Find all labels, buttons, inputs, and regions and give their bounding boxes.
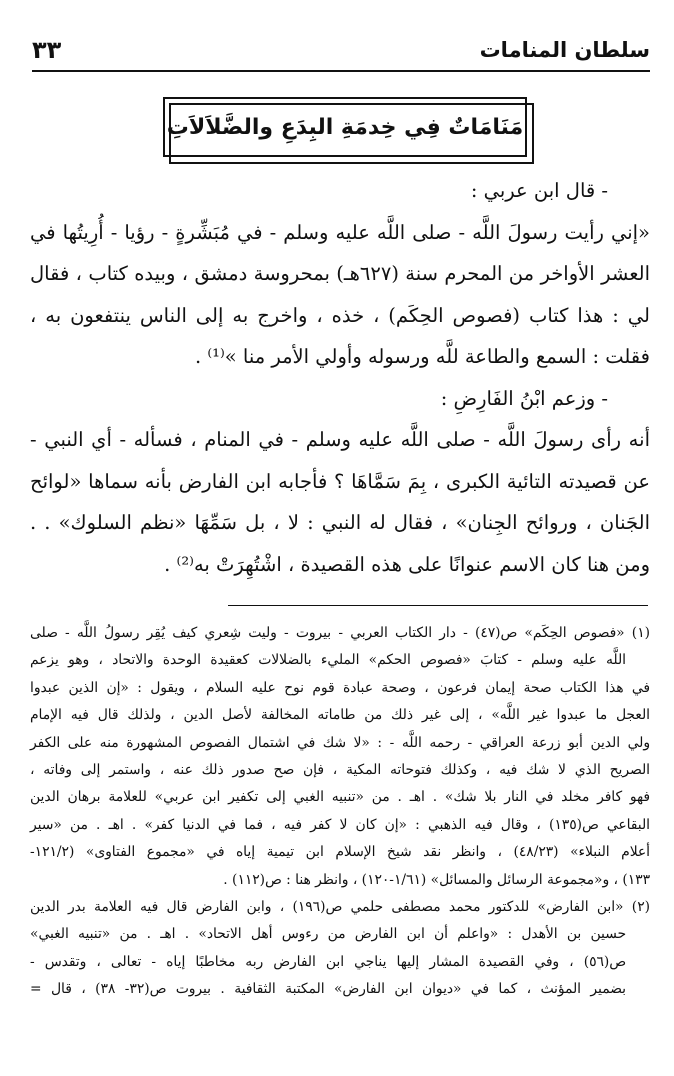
section-title-frame	[163, 97, 527, 157]
footnote-line: حسين بن الأهدل : «واعلم أن ابن الفارض من رءوس أهل الاتحاد» . اهـ . من «تنبيه الغبي»	[30, 926, 626, 943]
footnote-line: ١٣٣) ، و«مجموعة الرسائل والمسائل» (١/٦١-١٢٠) ، وانظر هنا : ص(١١٢) .	[223, 871, 650, 888]
footnotes	[30, 620, 650, 1003]
running-header	[32, 30, 650, 72]
footnote-line: البقاعي ص(١٣٥) ، وقال فيه الذهبي : «إن كان لا كفر فيه ، فما في الدنيا كفر» . اهـ . من «سير	[30, 816, 650, 833]
page-number: ٣٣	[32, 36, 62, 64]
footnote-line: فهو كافر مخلد في النار بلا شك» . اهـ . من «تنبيه الغبي إلى تكفير ابن عربي» للعلامة برهان الدين	[30, 789, 650, 806]
book-title: سلطان المنامات	[479, 38, 650, 62]
footnote-line: في هذا الكتاب صحة إيمان فرعون ، وصحة عبادة قوم نوح عليه السلام ، ويقول : «إن الذين عبدوا	[30, 679, 650, 696]
body-line: لي : هذا كتاب (فصوص الحِكَم) ، خذه ، واخرج به إلى الناس ينتفعون به ،	[30, 303, 650, 327]
footnote-line: (٢) «ابن الفارض» للدكتور محمد مصطفى حلمي ص(١٩٦) ، وابن الفارض قال فيه العلامة بدر الدين	[30, 898, 650, 915]
body-line: ومن هنا كان الاسم عنوانًا على هذه القصيدة ، اشْتُهِرَتْ به⁽²⁾ .	[164, 552, 650, 576]
body-line: فقلت : السمع والطاعة للَّه ورسوله وأولي الأمر منا »⁽¹⁾ .	[194, 345, 650, 368]
body-line: - قال ابن عربي :	[470, 179, 608, 202]
footnote-line: (١) «فصوص الحِكَم» ص(٤٧) - دار الكتاب العربي - بيروت - وليت شِعري كيف يُقِر رسولُ اللَّه - صلى	[30, 625, 650, 641]
footnote-line: ولي الدين أبو زرعة العراقي - رحمه اللَّه - : «لا شك في اشتمال الفصوص المشهورة منه على الكفر	[30, 734, 650, 751]
body-line: الجَنان ، وروائح الجِنان» ، فقال له النبي : لا ، بل سَمِّهَا «نظم السلوك» . .	[30, 511, 650, 534]
footnote-line: الصريح الذي لا شك فيه ، وكذلك فتوحاته المكية ، فإن صح صدور ذلك عنه ، واستمر إلى وفاته ،	[30, 761, 650, 778]
footnote-line: ص(٥٦) ، وفي القصيدة المشار إليها يناجي ابن الفارض ربه مخاطبًا إياه - تعالى ، وتقدس -	[30, 953, 626, 970]
section-title: مَنَامَاتٌ فِي خِدمَةِ البِدَعِ والضَّلاَلاَتِ	[166, 114, 524, 140]
body-line: «إني رأيت رسولَ اللَّه - صلى اللَّه عليه وسلم - في مُبَشِّرةٍ - رؤيا - أُرِيتُها في	[30, 220, 650, 244]
body-line: عن قصيدته التائية الكبرى ، بِمَ سَمَّاهَا ؟ فأجابه ابن الفارض بأنه سماها «لوائح	[30, 469, 650, 493]
footnote-separator	[228, 605, 648, 606]
footnote-line: بضمير المؤنث ، كما في «ديوان ابن الفارض» المكتبة الثقافية . بيروت ص(٣٢- ٣٨) ، قال =	[30, 981, 626, 998]
footnote-line: اللَّه عليه وسلم - كتابَ «فصوص الحكم» المليء بالضلالات كعقيدة الوحدة والاتحاد ، وهو يزعم	[30, 652, 626, 669]
main-text	[30, 170, 650, 585]
body-line: - وزعم ابْنُ الفَارِضِ :	[440, 386, 608, 410]
body-line: أنه رأى رسولَ اللَّه - صلى اللَّه عليه وسلم - في المنام ، فسأله - أي النبي -	[30, 428, 650, 451]
footnote-line: العجل ما عبدوا غير اللَّه» ، إلى غير ذلك من طاماته المخالفة لأصل الدين ، ولذلك قال فيه الإمام	[30, 707, 650, 724]
body-line: العشر الأواخر من المحرم سنة (٦٢٧هـ) بمحروسة دمشق ، وبيده كتاب ، فقال	[30, 262, 650, 285]
footnote-line: أعلام النبلاء» (٤٨/٢٣) ، وانظر نقد شيخ الإسلام ابن تيمية إياه في «مجموع الفتاوى» (١٢١/٢-	[30, 844, 650, 861]
